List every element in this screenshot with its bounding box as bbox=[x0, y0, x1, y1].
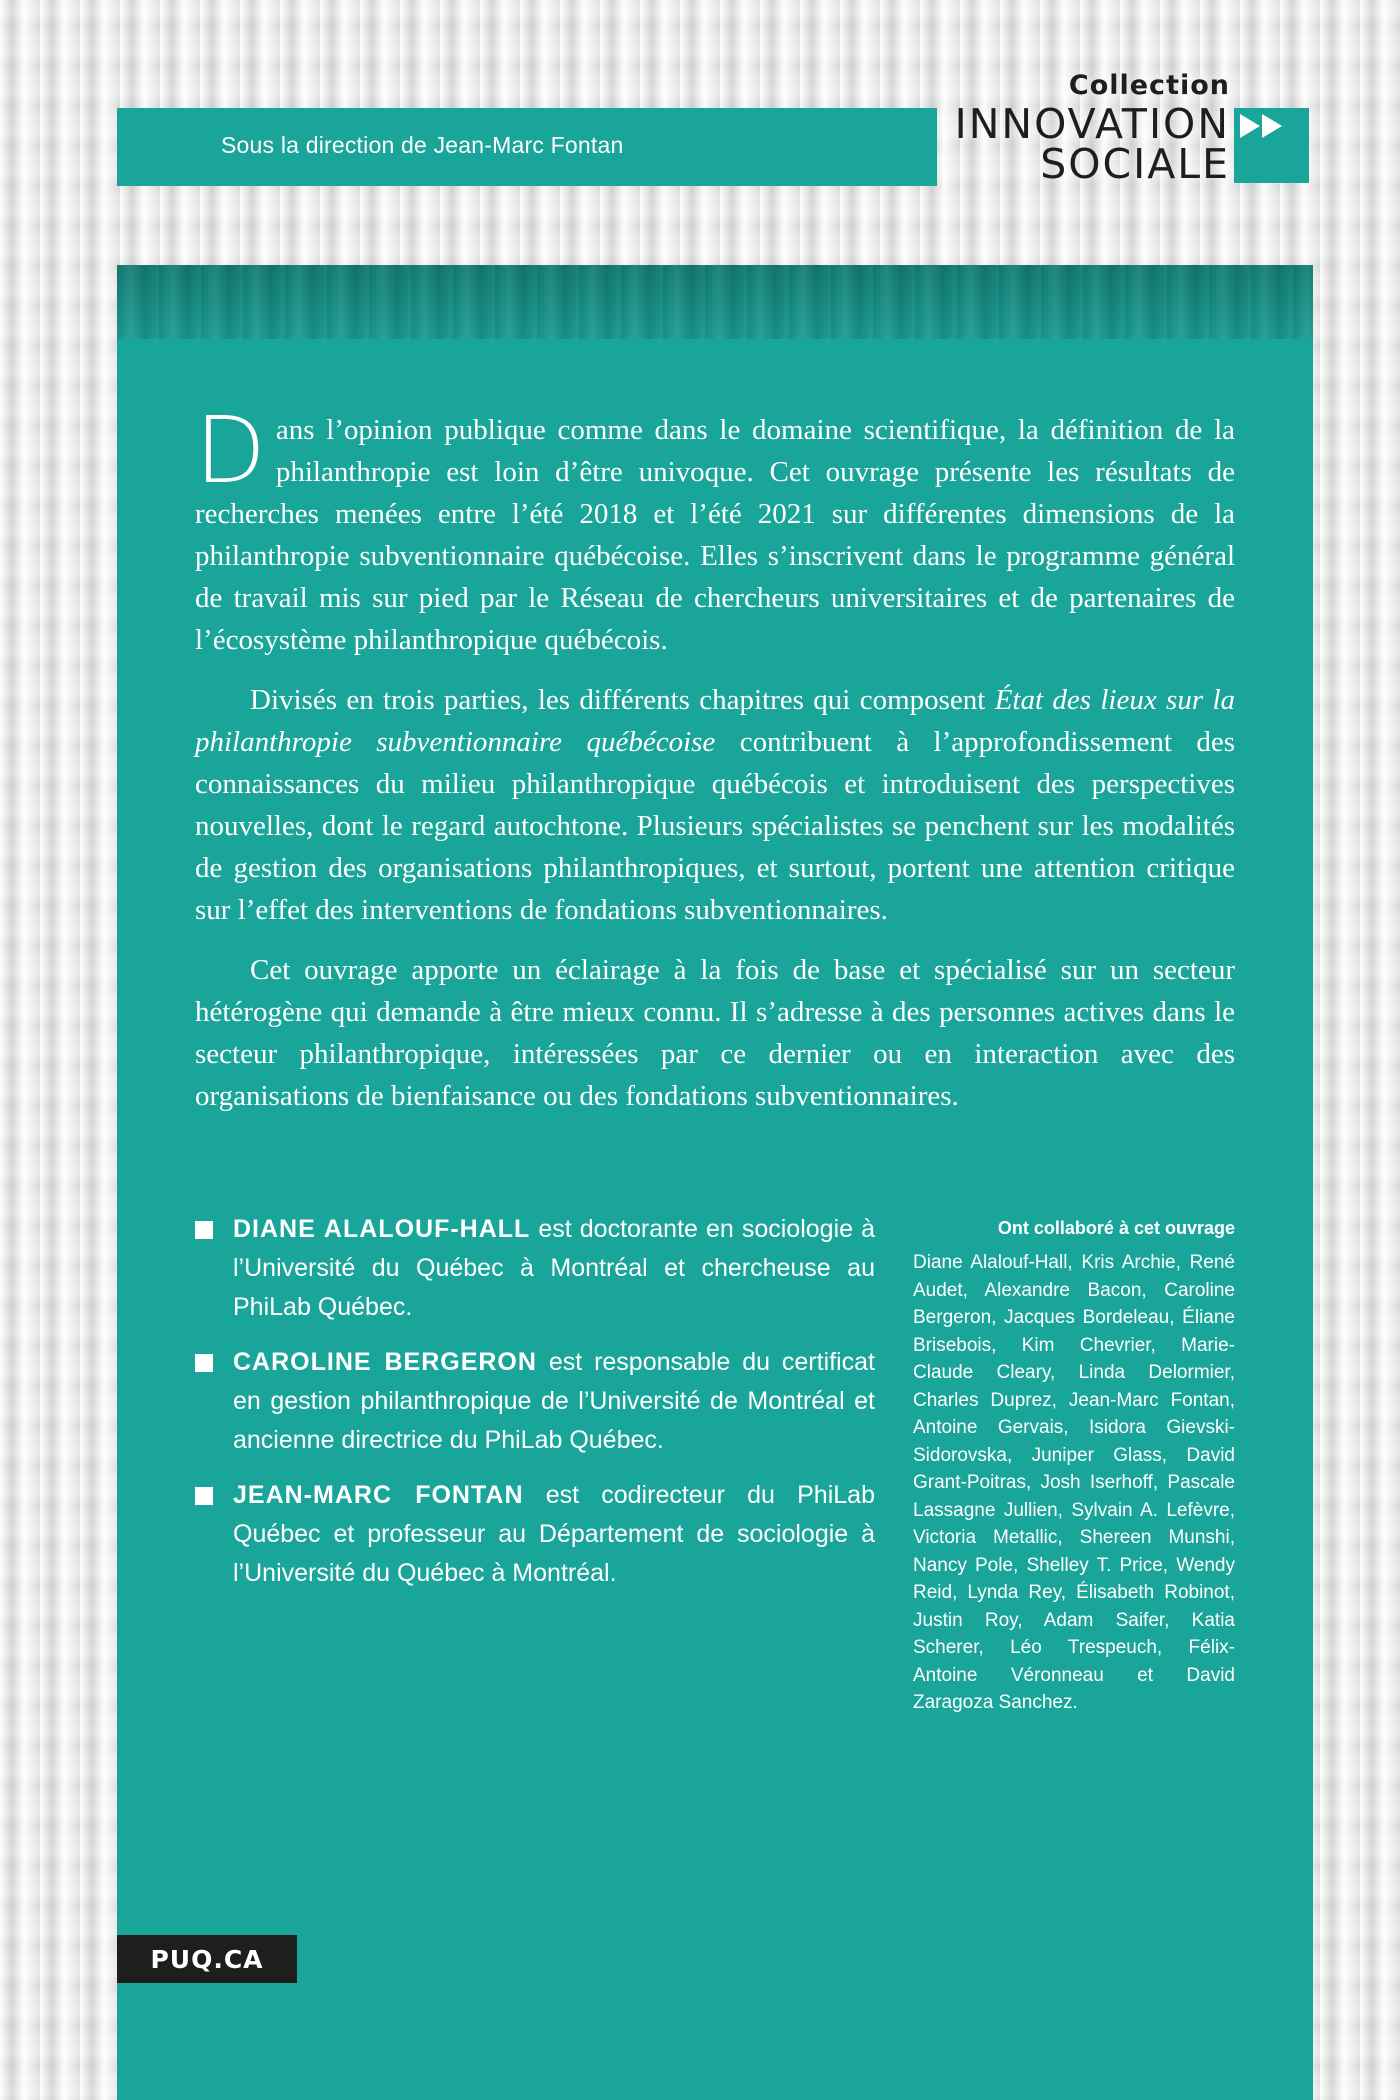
square-bullet-icon bbox=[195, 1487, 213, 1505]
author-bio: est responsable du certificat en gestion philanthropique de l’Université de Montréal et ancienne directrice du PhiLab Québec. bbox=[233, 1348, 875, 1454]
collection-label: Collection bbox=[1068, 70, 1230, 101]
collection-logo bbox=[950, 64, 1310, 194]
collection-name bbox=[954, 100, 1230, 188]
summary-paragraph-1 bbox=[195, 397, 1235, 661]
author-item bbox=[195, 1343, 875, 1460]
summary-paragraph-2 bbox=[195, 679, 1235, 931]
square-bullet-icon bbox=[195, 1221, 213, 1239]
contributors-list: Diane Alalouf-Hall, Kris Archie, René Audet, Alexandre Bacon, Caroline Bergeron, Jacques Bordeleau, Éliane Brisebois, Kim Chevrier, Marie-Claude Cleary, Linda Delormier, Charles Duprez, Jean-Marc Fontan, Antoine Gervais, Isidora Gievski-Sidorovska, Juniper Glass, David Grant-Poitras, Josh Iserhoff, Pascale Lassagne Jullien, Sylvain A. Lefèvre, Victoria Metallic, Shereen Munshi, Nancy Pole, Shelley T. Price, Wendy Reid, Lynda Rey, Élisabeth Robinot, Justin Roy, Adam Saifer, Katia Scherer, Léo Trespeuch, Félix-Antoine Véronneau et David Zaragoza Sanchez. bbox=[913, 1252, 1235, 1713]
editor-band bbox=[117, 108, 937, 186]
panel-texture-strip bbox=[117, 265, 1313, 339]
editor-credit: Sous la direction de Jean-Marc Fontan bbox=[221, 132, 624, 158]
author-bio: est doctorante en sociologie à l’Université du Québec à Montréal et chercheuse au PhiLab Québec. bbox=[233, 1215, 875, 1321]
summary-text bbox=[195, 397, 1236, 1135]
authors-list bbox=[195, 1210, 875, 1609]
contributors-title: Ont collaboré à cet ouvrage bbox=[997, 1218, 1235, 1238]
author-name: JEAN-MARC FONTAN bbox=[233, 1481, 524, 1509]
author-name: CAROLINE BERGERON bbox=[233, 1348, 537, 1376]
collection-name-line1: INNOVATION bbox=[954, 100, 1230, 148]
contributors-box bbox=[913, 1218, 1235, 1717]
collection-name-line2: SOCIALE bbox=[1040, 140, 1230, 188]
double-chevron-right-icon bbox=[1234, 108, 1309, 183]
publisher-url[interactable]: PUQ.CA bbox=[117, 1935, 297, 1983]
author-item bbox=[195, 1210, 875, 1327]
square-bullet-icon bbox=[195, 1354, 213, 1372]
summary-paragraph-3: Cet ouvrage apporte un éclairage à la fois de base et spécialisé sur un secteur hétérogène qui demande à être mieux connu. Il s’adresse à des personnes actives dans le secteur philanthropique, intéressées par ce dernier ou en interaction avec des organisations de bienfaisance ou des fondations subventionnaires. bbox=[195, 954, 1235, 1112]
summary-paragraph-2-start: Divisés en trois parties, les différents chapitres qui composent bbox=[250, 684, 995, 716]
drop-cap: D bbox=[195, 397, 266, 504]
summary-paragraph-1-text: ans l’opinion publique comme dans le domaine scientifique, la définition de la philanthropie est loin d’être univoque. Cet ouvrage présente les résultats de recherches menées entre l’été 2018 et l’été 2021 sur différentes dimensions de la philanthropie subventionnaire québécoise. Elles s’inscrivent dans le programme général de travail mis sur pied par le Réseau de chercheurs universitaires et de partenaires de l’écosystème philanthropique québécois. bbox=[195, 414, 1235, 656]
author-name: DIANE ALALOUF-HALL bbox=[233, 1215, 531, 1243]
summary-paragraph-2-end: contribuent à l’approfondissement des connaissances du milieu philanthropique québécois et introduisent des perspectives nouvelles, dont le regard autochtone. Plusieurs spécialistes se penchent sur les modalités de gestion des organisations philanthropiques, et surtout, portent une attention critique sur l’effet des interventions de fondations subventionnaires. bbox=[195, 726, 1235, 926]
author-item bbox=[195, 1476, 875, 1593]
book-title: État des lieux sur la philanthropie subventionnaire québécoise bbox=[195, 684, 1236, 758]
author-bio: est codirecteur du PhiLab Québec et professeur au Département de sociologie à l’Université du Québec à Montréal. bbox=[233, 1481, 875, 1587]
